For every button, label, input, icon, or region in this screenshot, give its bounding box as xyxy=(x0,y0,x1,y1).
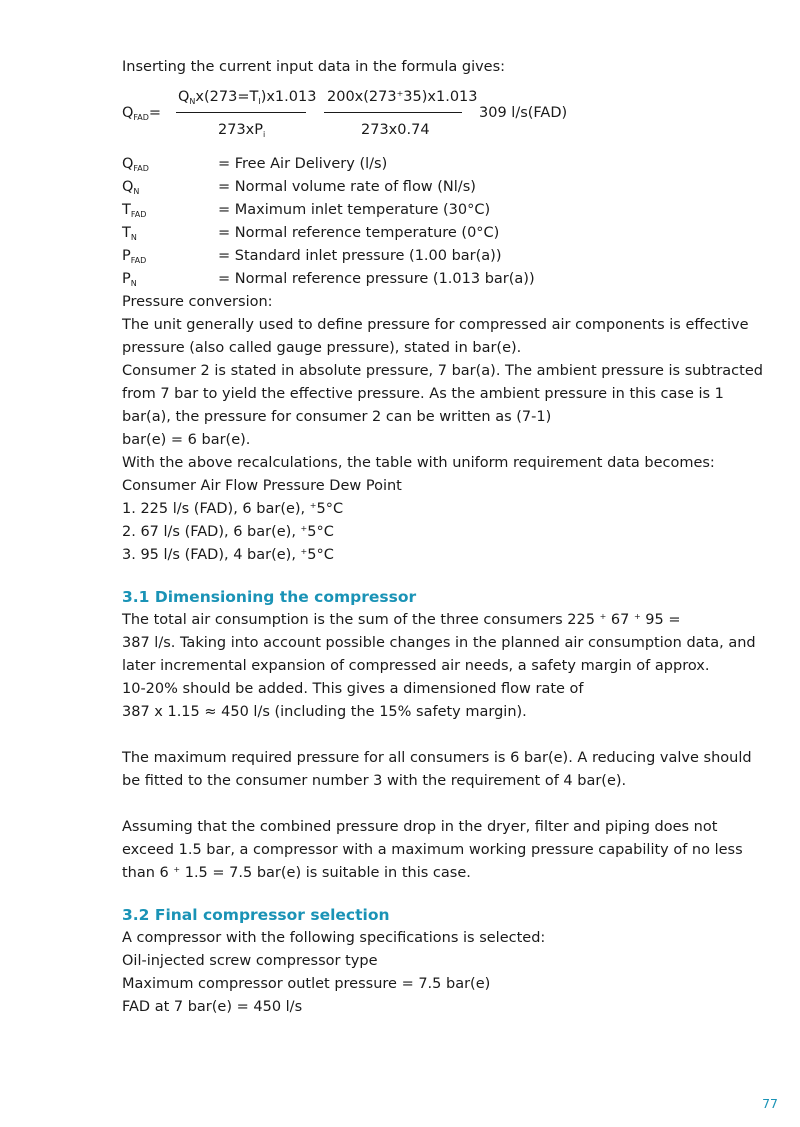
body-line: A compressor with the following specifications is selected: xyxy=(122,930,546,946)
body-line: The unit generally used to define pressure for compressed air components is effective xyxy=(122,317,749,333)
consumer-item: 1. 225 l/s (FAD), 6 bar(e), +5°C xyxy=(122,501,344,517)
formula-result: 309 l/s(FAD) xyxy=(479,105,568,121)
definition-row: $Q_N$ = Normal volume rate of flow (Nl/s) xyxy=(122,179,476,196)
body-line: pressure (also called gauge pressure), stated in bar(e). xyxy=(122,340,522,356)
consumer-item: 3. 95 l/s (FAD), 4 bar(e), +5°C xyxy=(122,547,334,563)
body-line: from 7 bar to yield the effective pressure. As the ambient pressure in this case is 1 xyxy=(122,386,724,402)
body-line: Consumer 2 is stated in absolute pressure, 7 bar(a). The ambient pressure is subtracted xyxy=(122,363,763,379)
definition-row: $P_{FAD}$ = Standard inlet pressure (1.00 bar(a)) xyxy=(122,248,502,265)
definition-row: $P_N$ = Normal reference pressure (1.013 bar(a)) xyxy=(122,271,535,288)
definition-row: $Q_{FAD}$ = Free Air Delivery (l/s) xyxy=(122,156,388,173)
pressure-heading: Pressure conversion: xyxy=(122,294,273,310)
table-header-line: Consumer Air Flow Pressure Dew Point xyxy=(122,478,402,494)
definition-row: $T_N$ = Normal reference temperature (0°C) xyxy=(122,225,500,242)
body-line: With the above recalculations, the table with uniform requirement data becomes: xyxy=(122,455,715,471)
body-line: be fitted to the consumer number 3 with the requirement of 4 bar(e). xyxy=(122,773,627,789)
body-line: 387 l/s. Taking into account possible changes in the planned air consumption data, and xyxy=(122,635,756,651)
formula-numerator-1: $Q_Nx(273=T_I)x1.013$ xyxy=(178,89,317,106)
fraction-bar-1 xyxy=(176,112,306,113)
body-line: Maximum compressor outlet pressure = 7.5 bar(e) xyxy=(122,976,491,992)
fraction-bar-2 xyxy=(324,112,462,113)
body-line: bar(e) = 6 bar(e). xyxy=(122,432,251,448)
page-number: 77 xyxy=(762,1096,778,1111)
intro-text: Inserting the current input data in the formula gives: xyxy=(122,59,506,75)
formula-denominator-1: $273xP_i$ xyxy=(218,122,266,139)
section-dimensioning xyxy=(122,586,756,885)
formula-numerator-2: 200x(273+35)x1.013 xyxy=(327,89,478,105)
consumer-item: 2. 67 l/s (FAD), 6 bar(e), +5°C xyxy=(122,524,334,540)
body-line: bar(a), the pressure for consumer 2 can be written as (7-1) xyxy=(122,409,552,425)
formula-denominator-2: 273x0.74 xyxy=(361,122,430,138)
body-line: Assuming that the combined pressure drop in the dryer, filter and piping does not xyxy=(122,819,718,835)
body-line: The maximum required pressure for all consumers is 6 bar(e). A reducing valve should xyxy=(122,750,752,766)
pressure-conversion-section xyxy=(122,291,763,567)
body-line: than 6 + 1.5 = 7.5 bar(e) is suitable in this case. xyxy=(122,865,471,881)
body-line: Oil-injected screw compressor type xyxy=(122,953,378,969)
document-body xyxy=(122,56,763,1019)
section-heading-3-1: 3.1 Dimensioning the compressor xyxy=(122,588,417,606)
variable-definitions xyxy=(122,153,742,291)
body-line: later incremental expansion of compressed air needs, a safety margin of approx. xyxy=(122,658,710,674)
body-line: 10-20% should be added. This gives a dimensioned flow rate of xyxy=(122,681,584,697)
body-line: 387 x 1.15 ≈ 450 l/s (including the 15% safety margin). xyxy=(122,704,527,720)
body-line: exceed 1.5 bar, a compressor with a maximum working pressure capability of no less xyxy=(122,842,743,858)
body-line: FAD at 7 bar(e) = 450 l/s xyxy=(122,999,303,1015)
definition-row: $T_{FAD}$ = Maximum inlet temperature (30°C) xyxy=(122,202,491,219)
section-heading-3-2: 3.2 Final compressor selection xyxy=(122,906,390,924)
fad-formula xyxy=(122,85,742,147)
formula-lhs: $Q_{FAD}=$ xyxy=(122,105,162,122)
body-line: The total air consumption is the sum of the three consumers 225 + 67 + 95 = xyxy=(122,612,681,628)
section-final-selection xyxy=(122,904,742,1019)
